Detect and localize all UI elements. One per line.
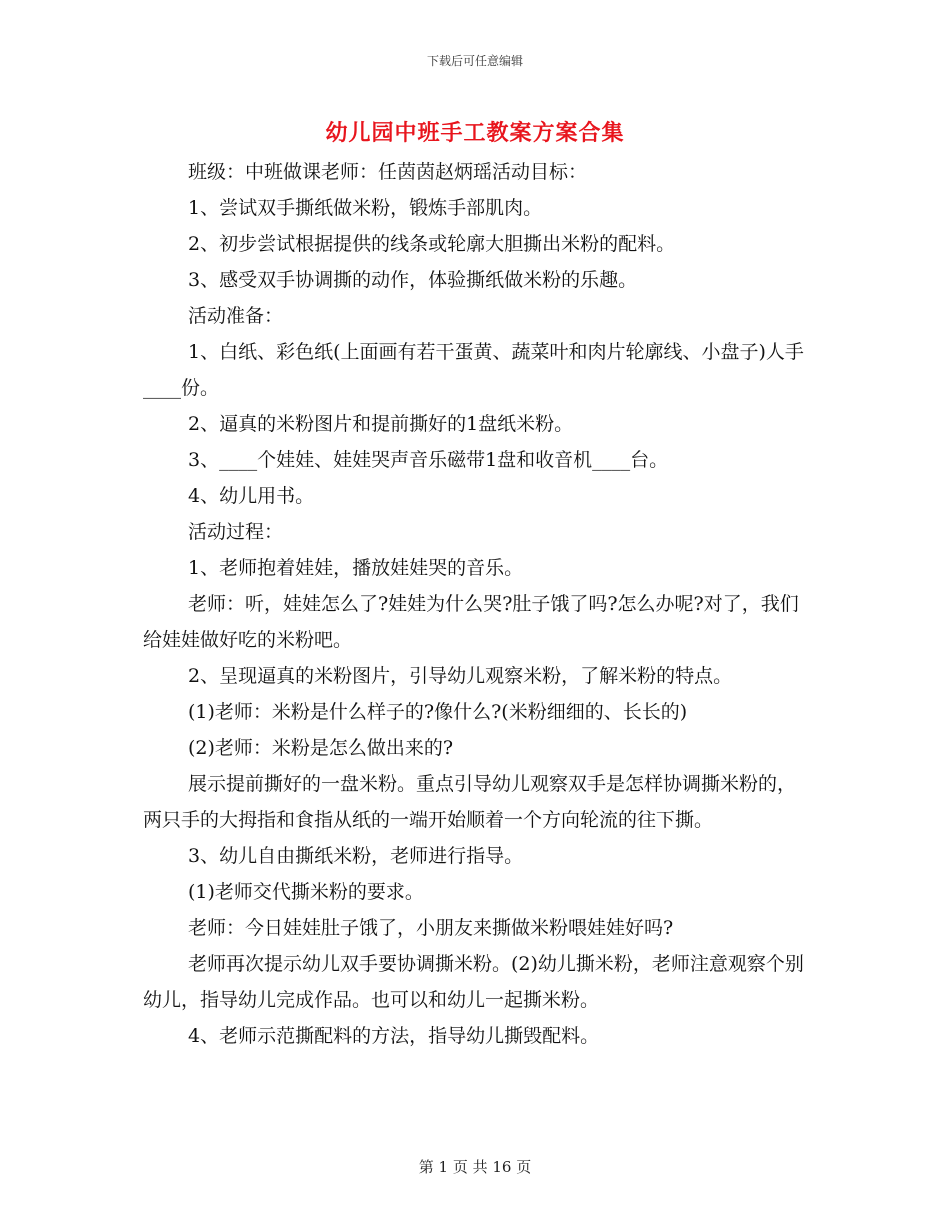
document-body: [143, 154, 807, 1054]
paragraph: 3、幼儿自由撕纸米粉，老师进行指导。: [188, 845, 524, 867]
paragraph: 2、初步尝试根据提供的线条或轮廓大胆撕出米粉的配料。: [188, 233, 676, 255]
paragraph: (1)老师交代撕米粉的要求。: [188, 881, 424, 903]
page-header-note: 下载后可任意编辑: [426, 54, 523, 68]
paragraph: 活动准备：: [188, 305, 284, 327]
paragraph: 3、感受双手协调撕的动作，体验撕纸做米粉的乐趣。: [188, 269, 638, 291]
paragraph: 3、____个娃娃、娃娃哭声音乐磁带1盘和收音机____台。: [188, 449, 669, 471]
paragraph: (2)老师：米粉是怎么做出来的?: [188, 737, 454, 759]
paragraph: 2、逼真的米粉图片和提前撕好的1盘纸米粉。: [188, 413, 574, 435]
paragraph: 2、呈现逼真的米粉图片，引导幼儿观察米粉，了解米粉的特点。: [188, 665, 733, 687]
paragraph: 展示提前撕好的一盘米粉。重点引导幼儿观察双手是怎样协调撕米粉的，两只手的大拇指和食指从纸的一端开始顺着一个方向轮流的往下撕。: [143, 773, 797, 831]
paragraph: 活动过程：: [188, 521, 284, 543]
paragraph: 1、尝试双手撕纸做米粉，锻炼手部肌肉。: [188, 197, 543, 219]
paragraph: 老师：听，娃娃怎么了?娃娃为什么哭?肚子饿了吗?怎么办呢?对了，我们给娃娃做好吃的米粉吧。: [143, 593, 799, 651]
page-number: 第 1 页 共 16 页: [418, 1158, 532, 1176]
paragraph: 1、老师抱着娃娃，播放娃娃哭的音乐。: [188, 557, 524, 579]
paragraph: 1、白纸、彩色纸(上面画有若干蛋黄、蔬菜叶和肉片轮廓线、小盘子)人手____份。: [143, 341, 804, 399]
paragraph: 4、幼儿用书。: [188, 485, 315, 507]
paragraph: (1)老师：米粉是什么样子的?像什么?(米粉细细的、长长的): [188, 701, 688, 723]
document-title: 幼儿园中班手工教案方案合集: [325, 120, 625, 146]
paragraph: 班级：中班做课老师：任茵茵赵炳瑶活动目标：: [188, 161, 588, 183]
paragraph: 老师：今日娃娃肚子饿了，小朋友来撕做米粉喂娃娃好吗?: [188, 917, 674, 939]
paragraph: 老师再次提示幼儿双手要协调撕米粉。(2)幼儿撕米粉，老师注意观察个别幼儿，指导幼儿完成作品。也可以和幼儿一起撕米粉。: [143, 953, 804, 1011]
paragraph: 4、老师示范撕配料的方法，指导幼儿撕毁配料。: [188, 1025, 600, 1047]
